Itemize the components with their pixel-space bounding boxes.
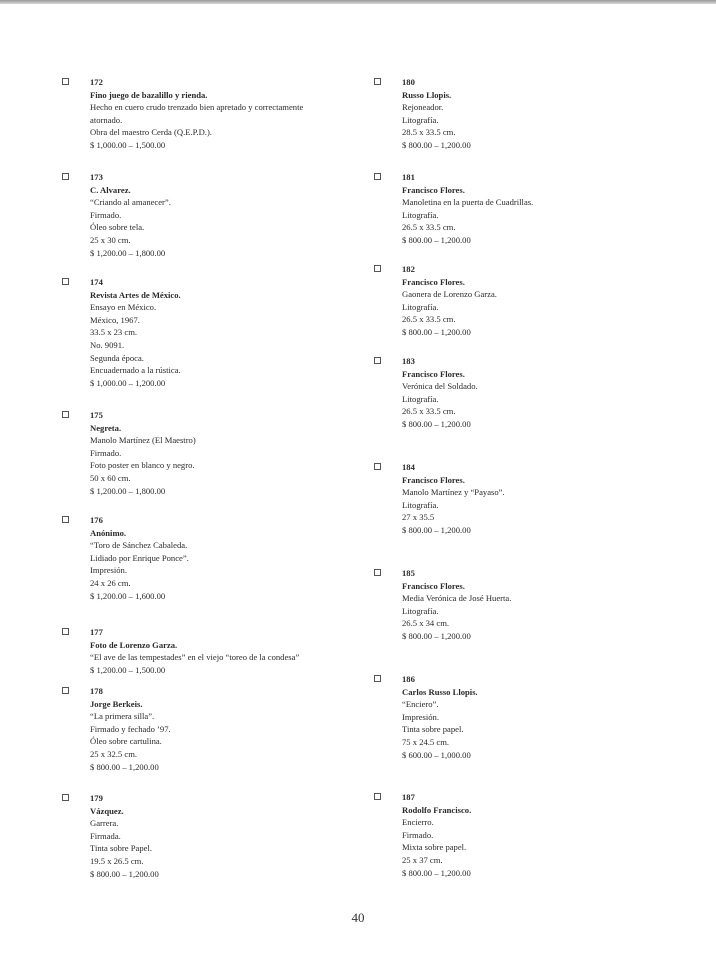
lot-title: Jorge Berkeis. [90,698,143,709]
lot-estimate: $ 800.00 – 1,200.00 [402,139,471,150]
page-top-edge [0,0,716,4]
lot-checkbox[interactable] [374,265,381,272]
lot-checkbox[interactable] [62,794,69,801]
lot-detail-line: 25 x 30 cm. [90,234,131,245]
lot-detail-line: “Criando al amanecer”. [90,197,171,208]
lot-entry [374,673,674,761]
lot-title: Rodolfo Francisco. [402,804,472,815]
lot-description [90,626,362,676]
lot-entry [62,171,362,259]
lot-detail-line: 19.5 x 26.5 cm. [90,855,144,866]
lot-entry [374,567,674,643]
lot-estimate: $ 1,000.00 – 1,200.00 [90,377,166,388]
lot-detail-line: Tinta sobre Papel. [90,843,152,854]
lot-detail-line: Litografía. [402,209,439,220]
lot-detail-line: 75 x 24.5 cm. [402,736,450,747]
lot-estimate: $ 1,200.00 – 1,500.00 [90,664,166,675]
lot-detail-line: Hecho en cuero crudo trenzado bien apretado y correctamente [90,102,304,113]
lot-checkbox[interactable] [374,357,381,364]
lot-title: Francisco Flores. [402,184,465,195]
lot-checkbox[interactable] [62,78,69,85]
lot-detail-line: 33.5 x 23 cm. [90,327,138,338]
lot-description [90,171,362,259]
lot-entry [374,263,674,339]
lot-description [402,171,674,247]
lot-number: 184 [402,462,415,472]
lot-detail-line: Mixta sobre papel. [402,842,467,853]
lot-checkbox[interactable] [62,516,69,523]
lot-estimate: $ 1,000.00 – 1,500.00 [90,139,166,150]
lot-estimate: $ 1,200.00 – 1,600.00 [90,590,166,601]
lot-number: 178 [90,686,103,696]
lot-detail-line: Rejoneador. [402,102,444,113]
page-number: 40 [351,910,365,925]
lot-title: Francisco Flores. [402,474,465,485]
lot-checkbox[interactable] [374,173,381,180]
lot-detail-line: “Enciero”. [402,699,439,710]
lot-title: Francisco Flores. [402,276,465,287]
lot-checkbox[interactable] [374,463,381,470]
lot-detail-line: Segunda época. [90,352,144,363]
lot-detail-line: 24 x 26 cm. [90,577,131,588]
lot-number: 179 [90,793,103,803]
lot-entry [62,276,362,389]
lot-detail-line: Verónica del Soldado. [402,381,478,392]
lot-number: 181 [402,172,415,182]
lot-detail-line: Litografía. [402,499,439,510]
lot-entry [374,355,674,431]
lot-title: Fino juego de bazalillo y rienda. [90,89,208,100]
lot-number: 175 [90,410,103,420]
lot-estimate: $ 800.00 – 1,200.00 [90,868,159,879]
lot-detail-line: Tinta sobre papel. [402,724,464,735]
lot-estimate: $ 800.00 – 1,200.00 [402,234,471,245]
lot-detail-line: 26.5 x 33.5 cm. [402,222,456,233]
lot-estimate: $ 800.00 – 1,200.00 [402,326,471,337]
lot-description [402,461,674,537]
lot-detail-line: Lidiado por Enrique Ponce”. [90,552,189,563]
lot-title: Negreta. [90,422,122,433]
lot-entry [62,514,362,602]
lot-title: Foto de Lorenzo Garza. [90,639,178,650]
lot-checkbox[interactable] [62,173,69,180]
lot-entry [374,461,674,537]
lot-description [90,514,362,602]
lot-detail-line: Gaonera de Lorenzo Garza. [402,289,497,300]
lot-detail-line: “La primera silla”. [90,711,155,722]
lot-entry [62,792,362,880]
lot-detail-line: No. 9091. [90,339,125,350]
lot-detail-line: Manoletina en la puerta de Cuadrillas. [402,197,534,208]
lot-estimate: $ 800.00 – 1,200.00 [402,630,471,641]
lot-estimate: $ 800.00 – 1,200.00 [402,418,471,429]
lot-title: Vázquez. [90,805,124,816]
lot-description [90,409,362,497]
lot-entry [374,76,674,152]
lot-detail-line: Firmado y fechado ’97. [90,723,171,734]
lot-detail-line: 28.5 x 33.5 cm. [402,127,456,138]
lot-estimate: $ 1,200.00 – 1,800.00 [90,485,166,496]
lot-description [402,567,674,643]
lot-number: 174 [90,277,103,287]
lot-entry [62,76,362,152]
lot-detail-line: Manolo Martínez (El Maestro) [90,435,196,446]
lot-detail-line: 27 x 35.5 [402,512,435,523]
lot-detail-line: Impresión. [402,711,439,722]
lot-detail-line: Ensayo en México. [90,302,157,313]
lot-title: Francisco Flores. [402,368,465,379]
lot-detail-line: 25 x 32.5 cm. [90,748,138,759]
lot-entry [374,791,674,879]
lot-detail-line: México, 1967. [90,314,140,325]
lot-detail-line: 25 x 37 cm. [402,854,443,865]
lot-estimate: $ 800.00 – 1,200.00 [90,761,159,772]
lot-detail-line: atornado. [90,114,123,125]
lot-description [90,685,362,773]
lot-detail-line: Litografía. [402,301,439,312]
lot-detail-line: Encierro. [402,817,434,828]
lot-detail-line: “El ave de las tempestades” en el viejo “toreo de la condesa” [90,652,300,663]
lot-title: Francisco Flores. [402,580,465,591]
lot-description [90,76,362,152]
lot-detail-line: Firmado. [90,209,122,220]
lot-number: 177 [90,627,103,637]
lot-detail-line: Impresión. [90,565,127,576]
lot-description [90,792,362,880]
lot-number: 182 [402,264,415,274]
lot-number: 187 [402,792,415,802]
lot-detail-line: Encuadernado a la rústica. [90,365,181,376]
lot-title: C. Alvarez. [90,184,131,195]
lot-detail-line: Óleo sobre cartulina. [90,736,162,747]
lot-checkbox[interactable] [62,411,69,418]
lot-entry [374,171,674,247]
lot-title: Revista Artes de México. [90,289,181,300]
lot-detail-line: Firmado. [402,829,434,840]
lot-checkbox[interactable] [374,569,381,576]
lot-checkbox[interactable] [374,675,381,682]
lot-checkbox[interactable] [62,628,69,635]
lot-description [402,791,674,879]
lot-detail-line: 50 x 60 cm. [90,472,131,483]
lot-detail-line: Óleo sobre tela. [90,222,145,233]
lot-detail-line: 26.5 x 33.5 cm. [402,314,456,325]
lot-detail-line: Obra del maestro Cerda (Q.E.P.D.). [90,127,212,138]
lot-detail-line: Litografía. [402,605,439,616]
lot-detail-line: Firmado. [90,447,122,458]
lot-detail-line: Garrera. [90,818,119,829]
lot-detail-line: Firmada. [90,830,121,841]
lot-description [402,355,674,431]
lot-detail-line: Media Verónica de José Huerta. [402,593,512,604]
lot-estimate: $ 600.00 – 1,000.00 [402,749,471,760]
lot-detail-line: Litografía. [402,114,439,125]
lot-detail-line: Foto poster en blanco y negro. [90,460,195,471]
lot-detail-line: Manolo Martínez y “Payaso”. [402,487,505,498]
lot-estimate: $ 800.00 – 1,200.00 [402,867,471,878]
lot-entry [62,685,362,773]
lot-number: 183 [402,356,415,366]
lot-description [402,263,674,339]
lot-checkbox[interactable] [374,78,381,85]
lot-title: Carlos Russo Llopis. [402,686,478,697]
lot-detail-line: 26.5 x 34 cm. [402,618,450,629]
lot-description [402,673,674,761]
lot-number: 172 [90,77,103,87]
lot-checkbox[interactable] [374,793,381,800]
lot-description [90,276,362,389]
lot-checkbox[interactable] [62,278,69,285]
lot-estimate: $ 1,200.00 – 1,800.00 [90,247,166,258]
lot-number: 186 [402,674,415,684]
lot-number: 185 [402,568,415,578]
lot-number: 173 [90,172,103,182]
lot-number: 176 [90,515,103,525]
lot-detail-line: “Toro de Sánchez Cabaleda. [90,540,188,551]
lot-checkbox[interactable] [62,687,69,694]
lot-estimate: $ 800.00 – 1,200.00 [402,524,471,535]
lot-detail-line: 26.5 x 33.5 cm. [402,406,456,417]
lot-title: Anónimo. [90,527,127,538]
lot-entry [62,409,362,497]
lot-title: Russo Llopis. [402,89,452,100]
lot-detail-line: Litografía. [402,393,439,404]
lot-number: 180 [402,77,415,87]
lot-description [402,76,674,152]
lot-entry [62,626,362,676]
